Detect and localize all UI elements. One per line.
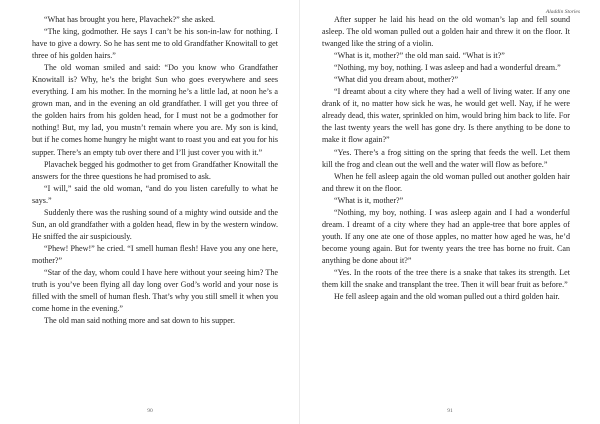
page-number: 91 [447,408,453,414]
paragraph: “The king, godmother. He says I can’t be his son-in-law for nothing. I have to give a dowry. So he has sent me to old Grandfather Knowitall to get three of his golden hairs.” [32,27,278,61]
paragraph: “Star of the day, whom could I have here without your seeing him? The truth is you’ve been flying all day long over God’s world and your nose is filled with the smell of human flesh. That’s why you still smell it when you come home in the evening.” [32,267,278,314]
paragraph: “Yes. There’s a frog sitting on the spring that feeds the well. Let them kill the frog and clean out the well and the water will flow as before.” [322,147,570,169]
paragraph: He fell asleep again and the old woman pulled out a third golden hair. [334,292,560,302]
page-number: 90 [147,408,153,414]
paragraph: “Yes. In the roots of the tree there is a snake that takes its strength. Let them kill the snake and transplant the tree. Then it will bear fruit as before.” [322,267,570,290]
paragraph: “What is it, mother?” the old man said. “What is it?” [334,51,505,61]
paragraph: “Phew! Phew!” he cried. “I smell human flesh! Have you any one here, mother?” [32,243,278,265]
right-page-text [322,14,570,303]
paragraph: “What has brought you here, Plavachek?” she asked. [44,15,216,24]
paragraph: The old man said nothing more and sat down to his supper. [44,316,236,326]
paragraph: Suddenly there was the rushing sound of a mighty wind outside and the Sun, an old grandfather with a golden head, flew in by the western window. He sniffed the air suspiciously. [32,207,278,241]
paragraph: “What did you dream about, mother?” [334,75,459,85]
paragraph: “Nothing, my boy, nothing. I was asleep and had a wonderful dream.” [334,63,561,73]
paragraph: “Nothing, my boy, nothing. I was asleep again and I had a wonderful dream. I dreamt of a city where they had an apple-tree that bore apples of youth. If any one ate one of those apples, no matter how aged he was, he’d become young again. But for twenty years the tree has borne no fruit. Can anything be done about it?” [322,207,570,265]
running-head: Aladdin Stories [545,9,580,15]
paragraph: “I will,” said the old woman, “and do you listen carefully to what he says.” [32,183,278,205]
left-page-text [32,14,278,327]
paragraph: The old woman smiled and said: “Do you know who Grandfather Knowitall is? Why, he’s the bright Sun who goes everywhere and sees everything. I am his mother. In the morning he’s a little lad, at noon he’s a grown man, and in the evening an old grandfather. I will get you three of the golden hairs from his golden head, for I must not be a godmother for nothing! But, my lad, you mustn’t remain where you are. My son is kind, but if he comes home hungry he might want to roast you and eat you for his supper. There’s an empty tub over there and I’ll just cover you with it.” [32,63,278,157]
paragraph: After supper he laid his head on the old woman’s lap and fell sound asleep. The old woman pulled out a golden hair and threw it on the floor. It twanged like the string of a violin. [322,15,570,49]
right-page [300,0,600,424]
paragraph: When he fell asleep again the old woman pulled out another golden hair and threw it on the floor. [322,171,570,193]
paragraph: Plavachek begged his godmother to get from Grandfather Knowitall the answers for the three questions he had promised to ask. [32,159,278,181]
paragraph: “I dreamt about a city where they had a well of living water. If any one drank of it, no matter how sick he was, he would get well. Nay, if he were already dead, this water, sprinkled on him, would bring him back to life. For the last twenty years the well has gone dry. Is there anything to be done to make it flow again?” [322,87,570,145]
paragraph: “What is it, mother?” [334,195,404,205]
